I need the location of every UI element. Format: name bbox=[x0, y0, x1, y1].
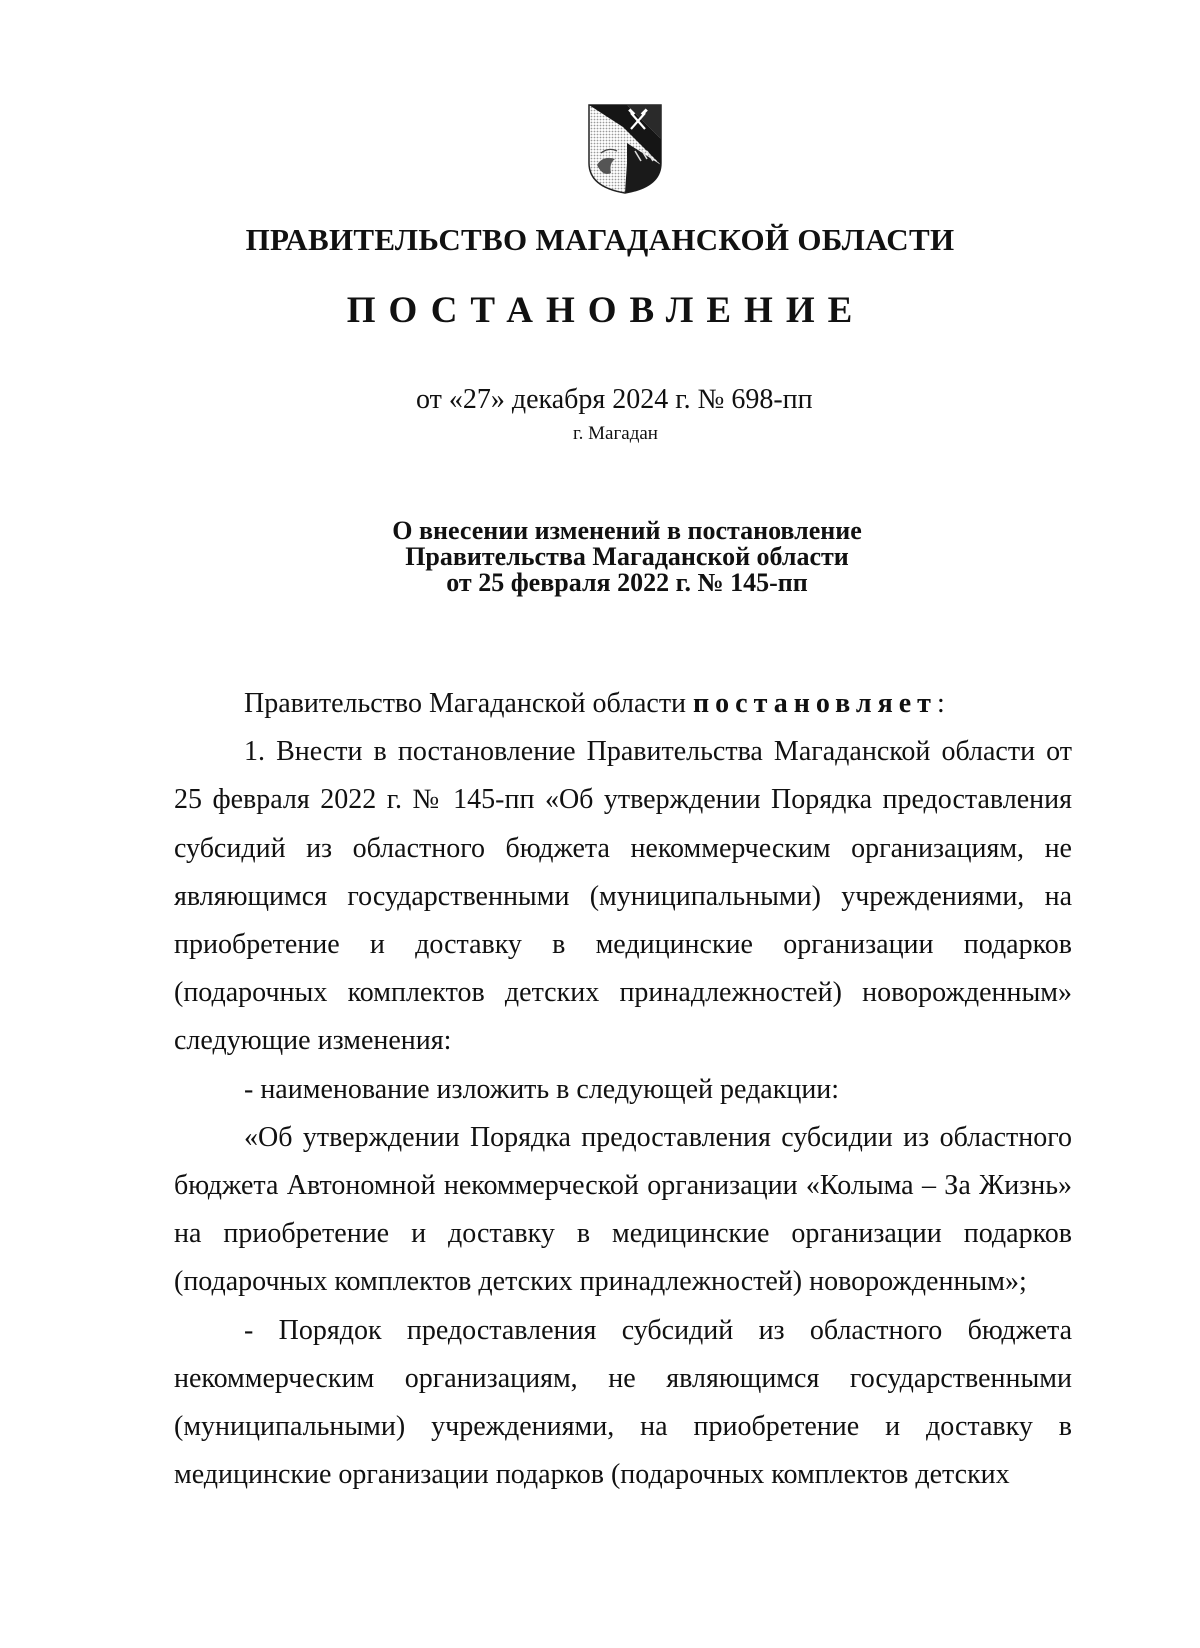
document-type-title: ПОСТАНОВЛЕНИЕ bbox=[346, 290, 866, 331]
document-city: г. Магадан bbox=[573, 423, 658, 444]
intro-paragraph bbox=[174, 680, 1072, 728]
paragraph-2: - наименование изложить в следующей редакции: bbox=[244, 1073, 840, 1105]
subject-line-2: Правительства Магаданской области bbox=[405, 542, 849, 571]
paragraph-4: - Порядок предоставления субсидий из областного бюджета некоммерческим организациям, не являющимся государственными (муниципальными) учреждениями, на приобретение и доставку в медицинские организации подарков (подарочных комплектов детских bbox=[174, 1314, 1072, 1491]
subject-line-3: от 25 февраля 2022 г. № 145-пп bbox=[446, 568, 808, 597]
coat-of-arms-icon bbox=[587, 103, 663, 195]
document-date-number: от «27» декабря 2024 г. № 698-пп bbox=[416, 384, 813, 415]
intro-keyword: постановляет bbox=[693, 688, 937, 719]
paragraph-3: «Об утверждении Порядка предоставления субсидии из областного бюджета Автономной некоммерческой организации «Колыма – За Жизнь» на приобретение и доставку в медицинские организации подарков (подарочных комплектов детских принадлежностей) новорожденным»; bbox=[174, 1121, 1072, 1298]
document-body bbox=[174, 680, 1072, 1499]
subject-line-1: О внесении изменений в постановление bbox=[392, 516, 862, 545]
document-subject bbox=[0, 518, 1200, 596]
organization-title: ПРАВИТЕЛЬСТВО МАГАДАНСКОЙ ОБЛАСТИ bbox=[245, 222, 955, 257]
intro-text: Правительство Магаданской области bbox=[244, 688, 694, 719]
intro-colon: : bbox=[936, 688, 945, 719]
paragraph-1: 1. Внести в постановление Правительства Магаданской области от 25 февраля 2022 г. № 145-пп «Об утверждении Порядка предоставления субсидий из областного бюджета некоммерческим организациям, не являющимся государственными (муниципальными) учреждениями, на приобретение и доставку в медицинские организации подарков (подарочных комплектов детских принадлежностей) новорожденным» следующие изменения: bbox=[174, 736, 1072, 1057]
